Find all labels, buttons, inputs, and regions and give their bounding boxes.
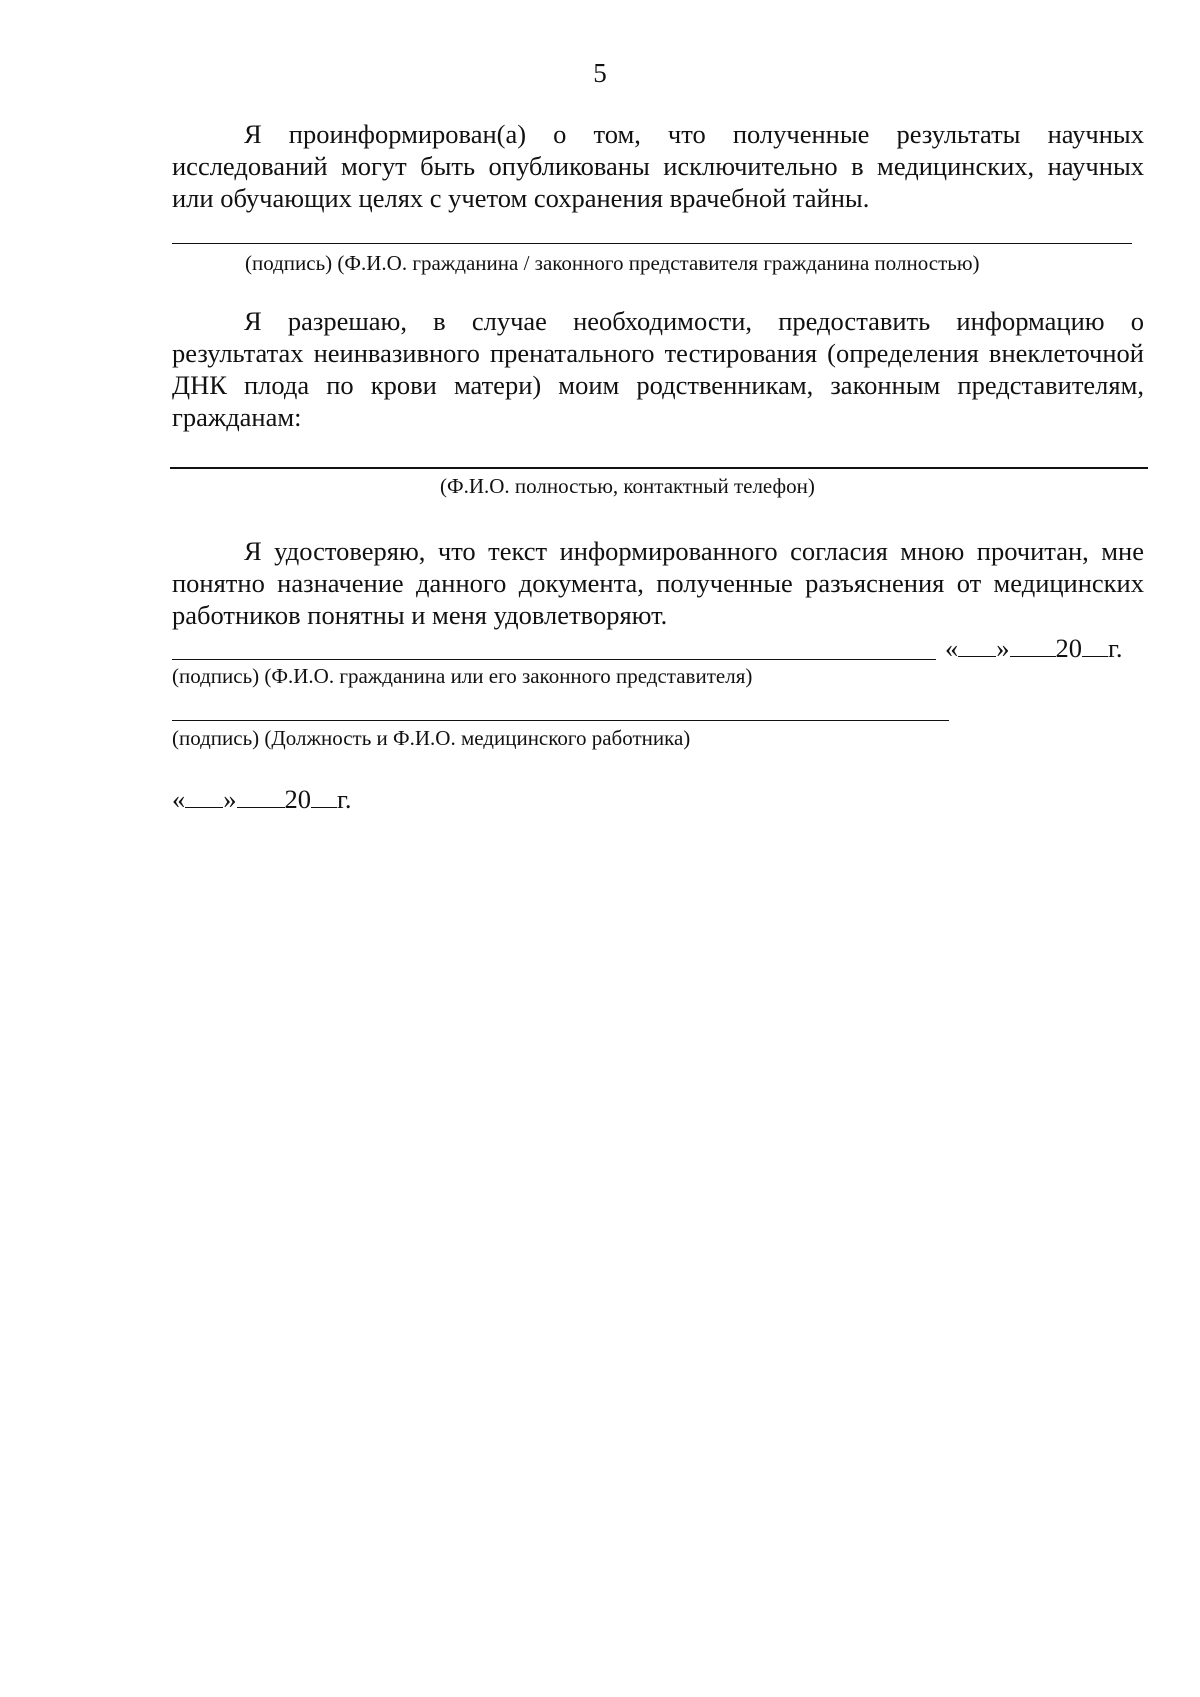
consent-paragraph-publication: Я проинформирован(а) о том, что полученные результаты научных исследований могут быть опубликованы исключительно в медицинских, научных или обучающих целях с учетом сохранения врачебной тайны. bbox=[172, 119, 1144, 213]
date-field-medic[interactable] bbox=[172, 783, 352, 815]
signature-line-citizen-full[interactable] bbox=[172, 243, 1132, 244]
consent-paragraph-disclosure: Я разрешаю, в случае необходимости, предоставить информацию о результатах неинвазивного пренатального тестирования (определения внеклеточной ДНК плода по крови матери) моим родственникам, законным представителям, гражданам: bbox=[172, 306, 1144, 432]
date-month-blank[interactable] bbox=[1010, 634, 1056, 657]
date-open-quote: « bbox=[172, 784, 186, 814]
date-close-quote: » bbox=[223, 784, 237, 814]
contact-persons-caption: (Ф.И.О. полностью, контактный телефон) bbox=[440, 474, 815, 498]
date-year-blank[interactable] bbox=[1082, 634, 1108, 657]
date-month-blank[interactable] bbox=[237, 785, 285, 808]
signature-line-medic[interactable] bbox=[172, 720, 949, 721]
signature-caption-citizen: (подпись) (Ф.И.О. гражданина или его законного представителя) bbox=[172, 664, 753, 688]
date-field-citizen[interactable] bbox=[945, 632, 1123, 664]
date-open-quote: « bbox=[945, 633, 959, 663]
signature-caption-citizen-full: (подпись) (Ф.И.О. гражданина / законного представителя гражданина полностью) bbox=[245, 251, 980, 275]
page-number: 5 bbox=[593, 58, 607, 88]
date-year-suffix: г. bbox=[337, 784, 352, 814]
signature-line-citizen[interactable] bbox=[172, 659, 936, 660]
date-year-prefix: 20 bbox=[284, 784, 311, 814]
signature-caption-medic: (подпись) (Должность и Ф.И.О. медицинского работника) bbox=[172, 726, 691, 750]
date-day-blank[interactable] bbox=[185, 785, 223, 808]
consent-paragraph-confirmation: Я удостоверяю, что текст информированного согласия мною прочитан, мне понятно назначение данного документа, полученные разъяснения от медицинских работников понятны и меня удовлетворяют. bbox=[172, 536, 1144, 630]
contact-persons-line[interactable] bbox=[170, 467, 1148, 469]
date-close-quote: » bbox=[996, 633, 1010, 663]
date-year-suffix: г. bbox=[1108, 633, 1123, 663]
date-day-blank[interactable] bbox=[958, 634, 996, 657]
date-year-prefix: 20 bbox=[1055, 633, 1082, 663]
date-year-blank[interactable] bbox=[311, 785, 337, 808]
